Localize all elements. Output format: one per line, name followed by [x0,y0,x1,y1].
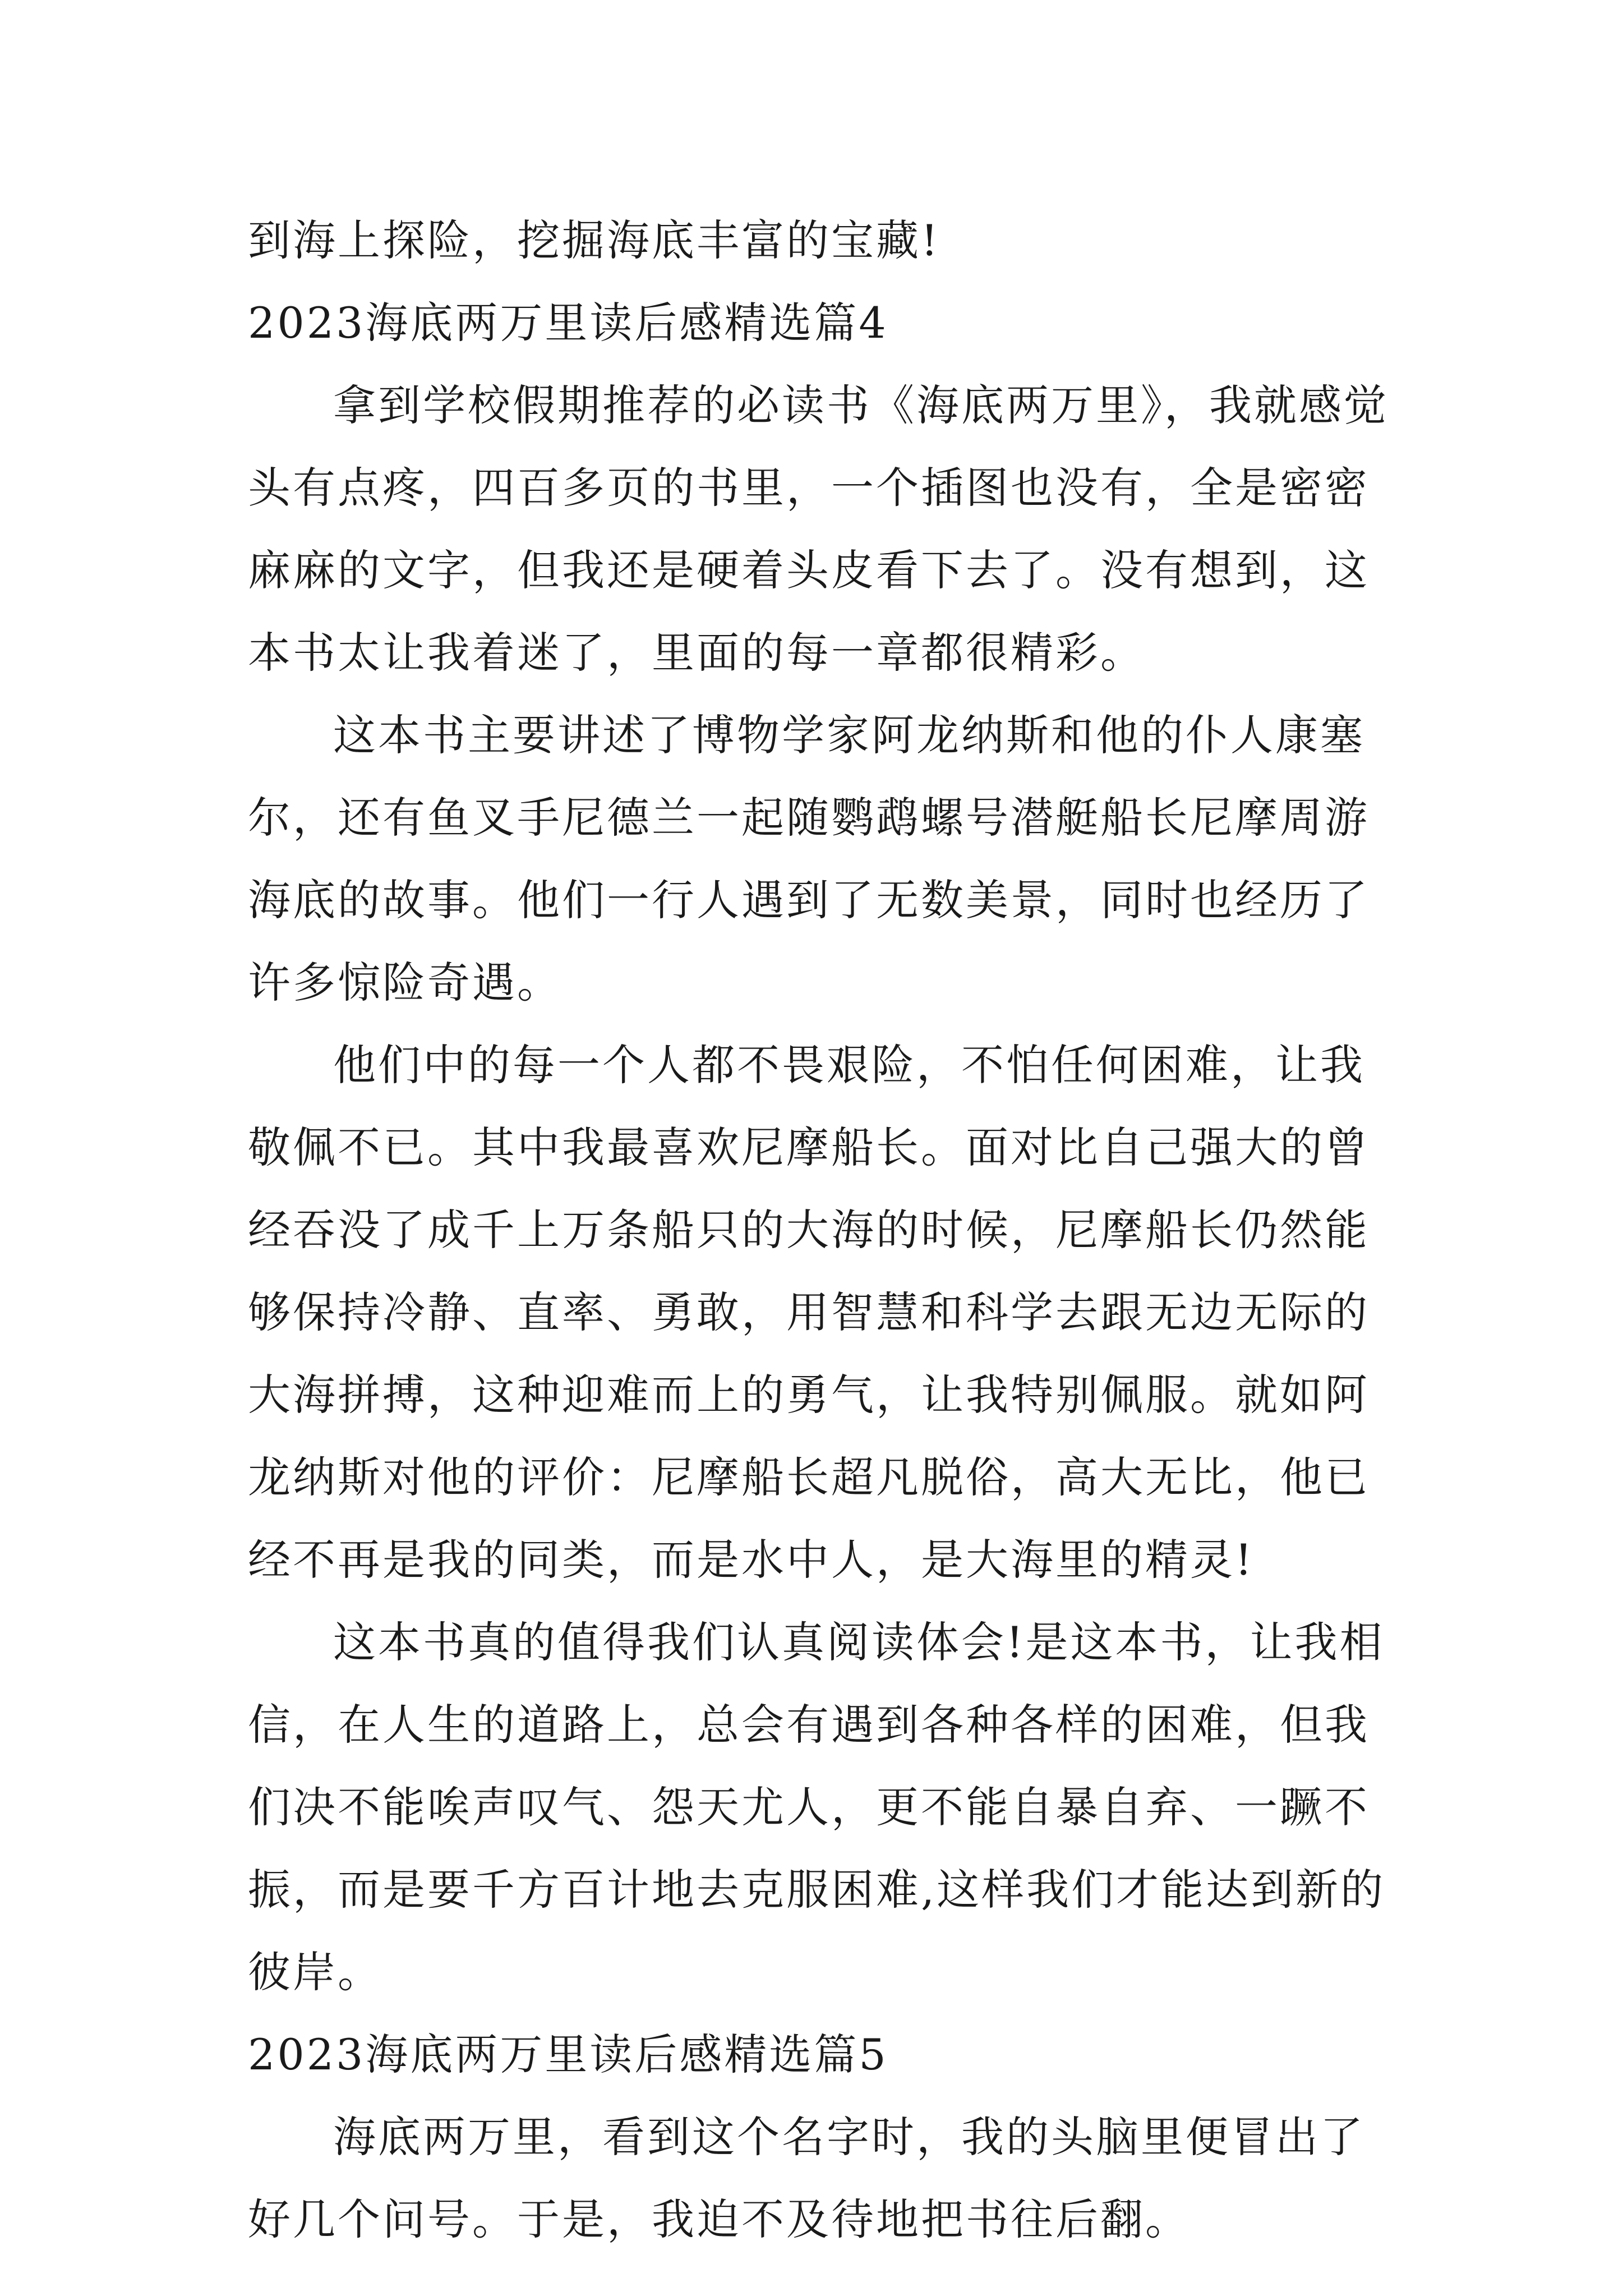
paragraph: 这本书真的值得我们认真阅读体会!是这本书，让我相信，在人生的道路上，总会有遇到各种各样的困难，但我们决不能唉声叹气、怨天尤人，更不能自暴自弃、一蹶不振，而是要千方百计地去克服困难,这样我们才能达到新的彼岸。 [248,1617,1386,1997]
paragraph: 他们中的每一个人都不畏艰险，不怕任何困难，让我敬佩不已。其中我最喜欢尼摩船长。面对比自己强大的曾经吞没了成千上万条船只的大海的时候，尼摩船长仍然能够保持冷静、直率、勇敢，用智慧和科学去跟无边无际的大海拼搏，这种迎难而上的勇气，让我特别佩服。就如阿龙纳斯对他的评价：尼摩船长超凡脱俗，高大无比，他已经不再是我的同类，而是水中人，是大海里的精灵! [248,1040,1370,1585]
paragraph-continuation: 到海上探险，挖掘海底丰富的宝藏! [248,215,940,265]
paragraph: 海底两万里，看到这个名字时，我的头脑里便冒出了好几个问号。于是，我迫不及待地把书往后翻。 [248,2112,1365,2244]
document-body [248,199,1395,2261]
paragraph: 拿到学校假期推荐的必读书《海底两万里》，我就感觉头有点疼，四百多页的书里，一个插图也没有，全是密密麻麻的文字，但我还是硬着头皮看下去了。没有想到，这本书太让我着迷了，里面的每一章都很精彩。 [248,380,1389,678]
paragraph: 这本书主要讲述了博物学家阿龙纳斯和他的仆人康塞尔，还有鱼叉手尼德兰一起随鹦鹉螺号潜艇船长尼摩周游海底的故事。他们一行人遇到了无数美景，同时也经历了许多惊险奇遇。 [248,710,1370,1007]
section-heading-4: 2023海底两万里读后感精选篇4 [248,298,888,348]
section-heading-5: 2023海底两万里读后感精选篇5 [248,2030,888,2079]
